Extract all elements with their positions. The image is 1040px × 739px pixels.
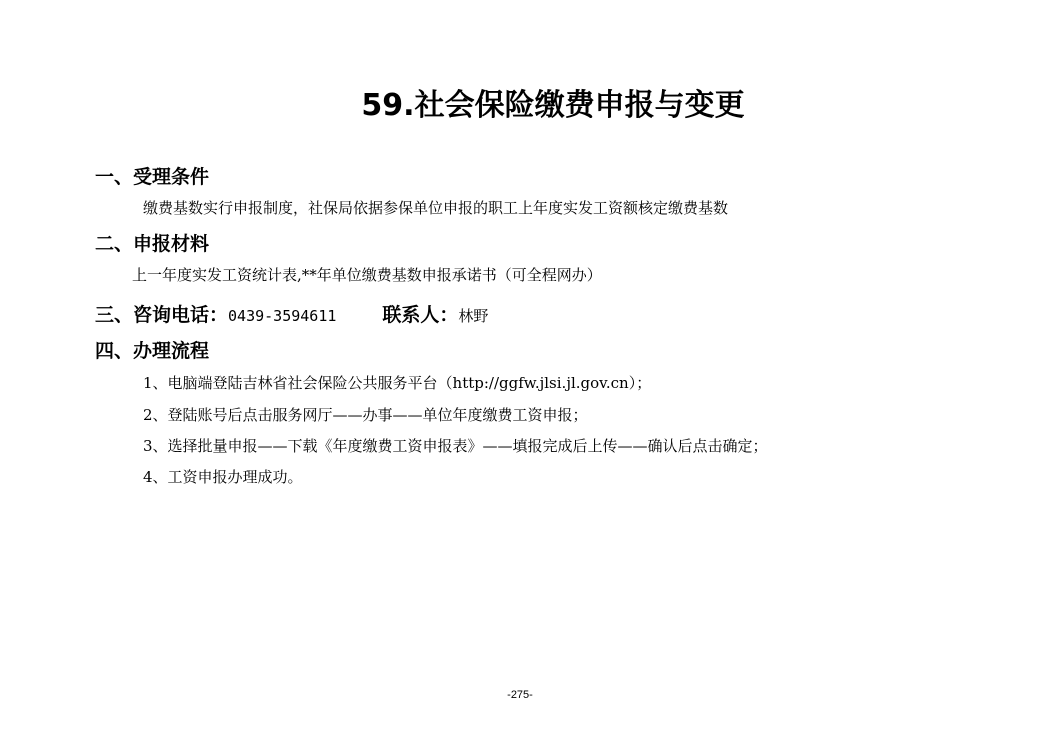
- phone-label: 三、咨询电话：: [95, 304, 229, 326]
- conditions-text: 缴费基数实行申报制度，社保局依据参保单位申报的职工上年度实发工资额核定缴费基数: [143, 199, 729, 217]
- phone-value: 0439-3594611: [228, 307, 337, 325]
- person-value: 林野: [458, 307, 489, 325]
- section-heading-process: 四、办理流程: [95, 340, 210, 362]
- contact-line: [95, 302, 488, 329]
- section-heading-conditions: 一、受理条件: [95, 166, 210, 188]
- person-label: 联系人：: [382, 304, 459, 326]
- process-step-2: 2、登陆账号后点击服务网厅——办事——单位年度缴费工资申报；: [143, 406, 588, 424]
- process-step-4: 4、工资申报办理成功。: [143, 468, 303, 486]
- materials-text: 上一年度实发工资统计表,**年单位缴费基数申报承诺书（可全程网办）: [132, 266, 602, 284]
- page-number: -275-: [507, 689, 533, 701]
- section-heading-materials: 二、申报材料: [95, 233, 210, 255]
- page-title: 59.社会保险缴费申报与变更: [361, 88, 745, 123]
- process-step-3: 3、选择批量申报——下载《年度缴费工资申报表》——填报完成后上传——确认后点击确定；: [143, 437, 768, 455]
- process-step-1: 1、电脑端登陆吉林省社会保险公共服务平台（http://ggfw.jlsi.jl.gov.cn）；: [143, 374, 652, 392]
